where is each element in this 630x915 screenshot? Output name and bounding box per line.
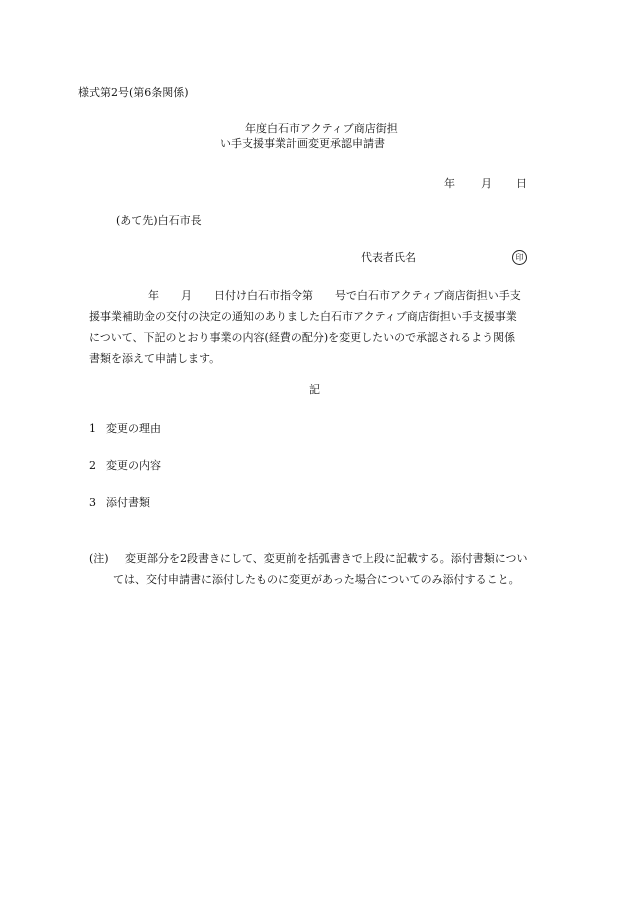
list-item: [89, 497, 150, 508]
addressee: (あて先)白石市長: [116, 214, 202, 227]
item-number: 1: [89, 422, 96, 435]
list-item: [89, 460, 161, 471]
item-number: 2: [89, 459, 96, 472]
title-line-1: 年度白石市アクティブ商店街担: [245, 122, 398, 135]
note-line-2: ては、交付申請書に添付したものに変更があった場合についてのみ添付すること。: [113, 573, 520, 586]
body-line-2: 援事業補助金の交付の決定の通知のありました白石市アクティブ商店街担い手支援事業: [89, 310, 517, 323]
item-label: 変更の理由: [106, 422, 161, 435]
note-line-1: 変更部分を2段書きにして、変更前を括弧書きで上段に記載する。添付書類につい: [125, 552, 528, 565]
item-number: 3: [89, 496, 96, 509]
ki-heading: 記: [309, 383, 320, 396]
date-month: 月: [481, 177, 492, 190]
form-number: 様式第2号(第6条関係): [78, 86, 189, 99]
body-line-3: について、下記のとおり事業の内容(経費の配分)を変更したいので承認されるよう関係: [89, 331, 516, 344]
body-line-1: 年 月 日付け白石市指令第 号で白石市アクティブ商店街担い手支: [148, 289, 521, 302]
list-item: [89, 423, 161, 434]
body-line-4: 書類を添えて申請します。: [89, 352, 221, 365]
seal-mark: 印: [512, 250, 527, 265]
title-line-2: い手支援事業計画変更承認申請書: [220, 137, 385, 150]
item-label: 添付書類: [106, 496, 150, 509]
item-label: 変更の内容: [106, 459, 161, 472]
representative-label: 代表者氏名: [361, 251, 416, 264]
date-year: 年: [444, 177, 455, 190]
date-day: 日: [516, 177, 527, 190]
note-prefix: (注): [89, 552, 109, 565]
